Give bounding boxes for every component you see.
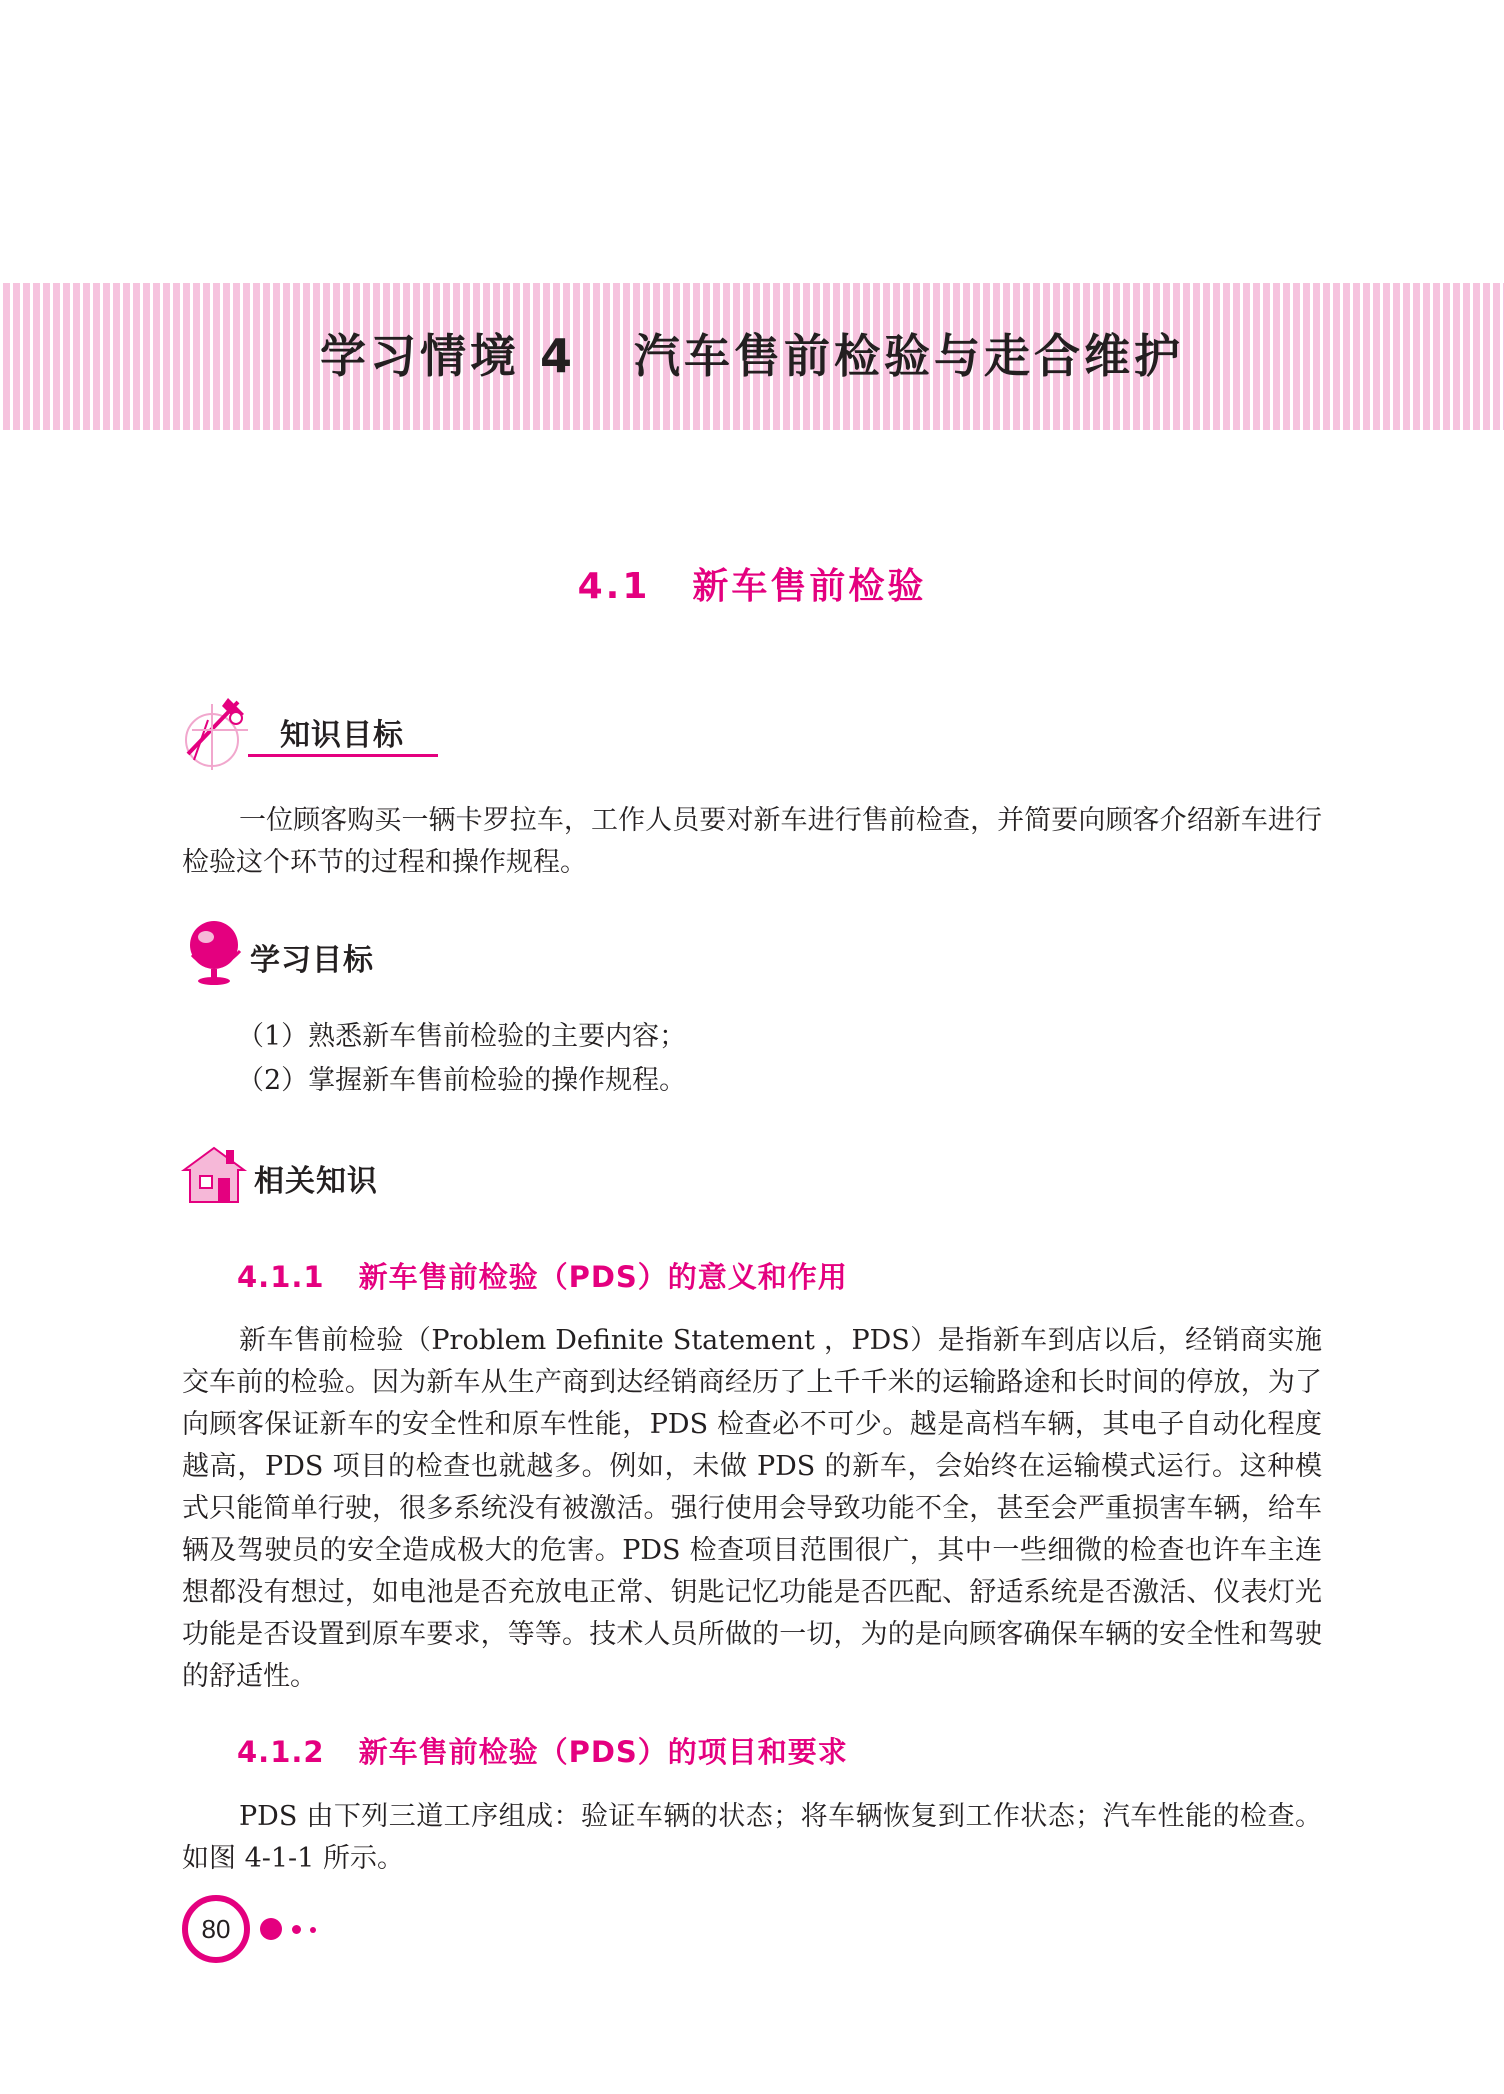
knowledge-goal-paragraph: 一位顾客购买一辆卡罗拉车，工作人员要对新车进行售前检查，并简要向顾客介绍新车进行检验这个环节的过程和操作规程。 — [182, 805, 1322, 878]
knowledge-goal-label: 知识目标 — [280, 718, 404, 753]
chapter-number-label: 学习情境 4 — [319, 329, 577, 383]
related-knowledge-heading — [178, 1140, 408, 1212]
related-knowledge-label: 相关知识 — [254, 1164, 378, 1199]
page-footer — [182, 1895, 342, 1965]
learning-goal-heading — [178, 915, 408, 987]
footer-dot-icon — [310, 1927, 316, 1933]
subsection-title-text: 新车售前检验（PDS）的项目和要求 — [358, 1735, 848, 1769]
section-title-text: 新车售前检验 — [692, 566, 927, 607]
subsection-title-text: 新车售前检验（PDS）的意义和作用 — [358, 1260, 848, 1294]
page-number: 80 — [182, 1895, 250, 1963]
globe-icon — [178, 915, 248, 987]
learning-goal-label: 学习目标 — [250, 943, 374, 978]
subsection-paragraph: 新车售前检验（Problem Definite Statement ，PDS）是指新车到店以后，经销商实施交车前的检验。因为新车从生产商到达经销商经历了上千千米的运输路途和长时间的停放，为了向顾客保证新车的安全性和原车性能，PDS 检查必不可少。越是高档车辆，其电子自动化程度越高，PDS 项目的检查也就越多。例如，未做 PDS 的新车，会始终在运输模式运行。这种模式只能简单行驶，很多系统没有被激活。强行使用会导致功能不全，甚至会严重损害车辆，给车辆及驾驶员的安全造成极大的危害。PDS 检查项目范围很广，其中一些细微的检查也许车主连想都没有想过，如电池是否充放电正常、钥匙记忆功能是否匹配、舒适系统是否激活、仪表灯光功能是否设置到原车要求，等等。技术人员所做的一切，为的是向顾客确保车辆的安全性和驾驶的舒适性。 — [182, 1325, 1322, 1692]
learning-goal-item: （2）掌握新车售前检验的操作规程。 — [237, 1065, 687, 1096]
knowledge-goal-heading — [178, 690, 440, 774]
footer-dot-icon — [260, 1918, 282, 1940]
compass-pencil-icon — [178, 690, 258, 774]
subsection-title — [237, 1730, 848, 1771]
chapter-title — [0, 283, 1504, 430]
subsection-title — [237, 1255, 848, 1296]
heading-underline — [248, 754, 438, 757]
subsection-number: 4.1.2 — [237, 1735, 325, 1769]
learning-goal-item: （1）熟悉新车售前检验的主要内容； — [237, 1021, 687, 1052]
subsection-paragraph: PDS 由下列三道工序组成：验证车辆的状态；将车辆恢复到工作状态；汽车性能的检查。如图 4-1-1 所示。 — [182, 1801, 1322, 1874]
footer-dot-icon — [292, 1925, 301, 1934]
section-title — [0, 558, 1504, 609]
chapter-title-text: 汽车售前检验与走合维护 — [634, 329, 1185, 383]
section-number: 4.1 — [577, 566, 651, 607]
house-icon — [178, 1140, 250, 1212]
subsection-number: 4.1.1 — [237, 1260, 325, 1294]
